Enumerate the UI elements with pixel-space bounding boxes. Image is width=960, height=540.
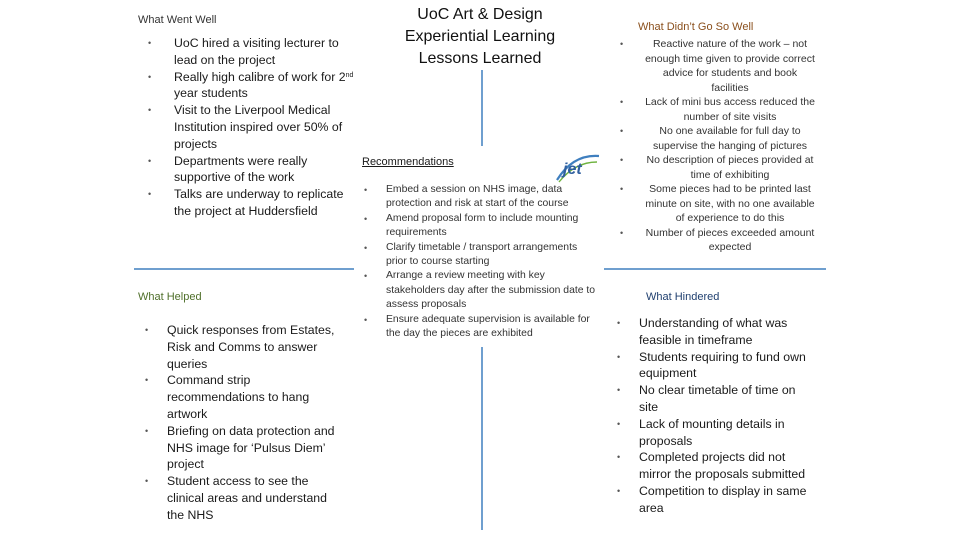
helped-heading: What Helped: [138, 291, 202, 303]
jet-logo-text: jet: [563, 161, 582, 178]
helped-item: • Student access to see the clinical areas and understand the NHS: [167, 473, 337, 523]
hindered-list: [639, 315, 817, 517]
vertical-divider-top: [481, 70, 483, 146]
didnt-go-well-list: [644, 37, 816, 255]
helped-item: • Briefing on data protection and NHS image for ‘Pulsus Diem’ project: [167, 423, 337, 473]
went-well-list: [174, 35, 360, 220]
hindered-item: • Completed projects did not mirror the proposals submitted: [639, 449, 817, 483]
went-well-item: • Departments were really supportive of the work: [174, 153, 360, 187]
didnt-go-well-item: • No one available for full day to supervise the hanging of pictures: [644, 124, 816, 153]
didnt-go-well-item: • Some pieces had to be printed last minute on site, with no one available of experience to do this: [644, 182, 816, 226]
didnt-go-well-heading: What Didn’t Go So Well: [638, 21, 754, 33]
slide-title: [370, 4, 590, 70]
jet-logo: [553, 150, 603, 184]
recommendation-item: • Arrange a review meeting with key stakeholders day after the submission date to assess proposals: [386, 269, 600, 312]
hindered-item: • Competition to display in same area: [639, 483, 817, 517]
helped-list: [167, 322, 337, 524]
didnt-go-well-item: • Reactive nature of the work – not enough time given to provide correct advice for students and book facilities: [644, 37, 816, 95]
hindered-item: • Understanding of what was feasible in timeframe: [639, 315, 817, 349]
horizontal-divider-right: [604, 268, 826, 270]
recommendation-item: • Ensure adequate supervision is available for the day the pieces are exhibited: [386, 313, 600, 342]
hindered-item: • No clear timetable of time on site: [639, 382, 817, 416]
helped-item: • Quick responses from Estates, Risk and Comms to answer queries: [167, 322, 337, 372]
title-line-1: UoC Art & Design: [417, 6, 543, 23]
recommendations-list: [386, 183, 600, 341]
went-well-item: • Visit to the Liverpool Medical Institution inspired over 50% of projects: [174, 102, 360, 152]
recommendation-item: • Clarify timetable / transport arrangements prior to course starting: [386, 241, 600, 270]
vertical-divider-bottom: [481, 347, 483, 530]
didnt-go-well-item: • Lack of mini bus access reduced the number of site visits: [644, 95, 816, 124]
went-well-item: • Really high calibre of work for 2nd year students: [174, 69, 360, 103]
recommendation-item: • Amend proposal form to include mounting requirements: [386, 212, 600, 241]
hindered-heading: What Hindered: [646, 291, 720, 303]
title-line-3: Lessons Learned: [418, 50, 542, 67]
recommendation-item: • Embed a session on NHS image, data protection and risk at start of the course: [386, 183, 600, 212]
helped-item: • Command strip recommendations to hang artwork: [167, 372, 337, 422]
went-well-item: • Talks are underway to replicate the project at Huddersfield: [174, 186, 360, 220]
went-well-heading: What Went Well: [138, 14, 217, 26]
horizontal-divider-left: [134, 268, 354, 270]
went-well-item: • UoC hired a visiting lecturer to lead on the project: [174, 35, 360, 69]
didnt-go-well-item: • Number of pieces exceeded amount expected: [644, 226, 816, 255]
hindered-item: • Lack of mounting details in proposals: [639, 416, 817, 450]
title-line-2: Experiential Learning: [404, 28, 556, 45]
didnt-go-well-item: • No description of pieces provided at time of exhibiting: [644, 153, 816, 182]
hindered-item: • Students requiring to fund own equipment: [639, 349, 817, 383]
recommendations-heading: Recommendations: [362, 156, 454, 168]
